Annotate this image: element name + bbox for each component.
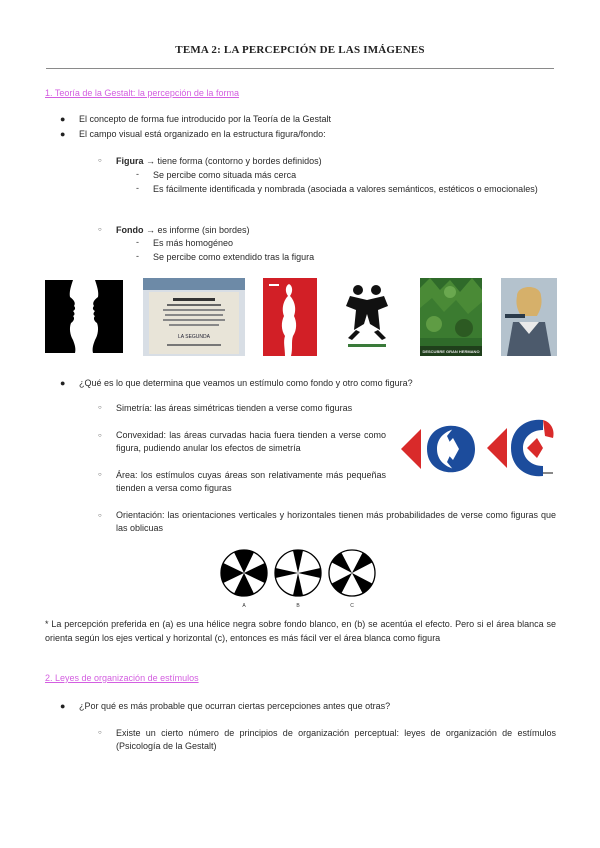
forest-poster-image — [420, 278, 482, 356]
circle-bullet: ○ — [98, 158, 102, 164]
carrefour-logo-left — [397, 418, 479, 480]
figura-line: Figura → tiene forma (contorno y bordes definidos) — [116, 156, 322, 166]
poster-card-caption: LA SEGUNDA — [178, 334, 210, 340]
dash-marker: - — [136, 237, 139, 247]
circle-bullet: ○ — [98, 730, 102, 736]
fondo-line: Fondo → es informe (sin bordes) — [116, 225, 250, 235]
bullet-dot: ● — [60, 378, 66, 388]
title-divider — [46, 68, 554, 69]
bullet-gestalt-concept: El concepto de forma fue introducido por la Teoría de la Gestalt — [79, 114, 331, 124]
circle-bullet: ○ — [98, 227, 102, 233]
red-figure-poster-image — [263, 278, 317, 356]
carrefour-logo-right — [485, 416, 555, 480]
figura-item-closer: Se percibe como situada más cerca — [153, 170, 297, 180]
dash-marker: - — [136, 169, 139, 179]
helix-a — [221, 550, 267, 596]
circle-bullet: ○ — [98, 405, 102, 411]
organization-principles: Existe un cierto número de principios de organización perceptual: leyes de organización de estímulos (Psicología de la Gestalt) — [116, 728, 556, 751]
bullet-dot: ● — [60, 701, 66, 711]
factor-area: Área: los estímulos cuyas áreas son relativamente más pequeñas tienden a versa como figuras — [116, 470, 386, 493]
forest-poster-caption: DESCUBRE GRAN HERMANO — [422, 349, 480, 354]
helix-figures-image — [217, 544, 379, 610]
bullet-dot: ● — [60, 114, 66, 124]
dancing-figures-image — [340, 280, 394, 354]
helix-note: * La percepción preferida en (a) es una hélice negra sobre fondo blanco, en (b) se acentúa el efecto. Pero si el área blanca se orienta según los ejes vertical y horizontal (c), entonces es más fácil ver el área blanca como figura — [45, 619, 556, 643]
dash-marker: - — [136, 251, 139, 261]
rubin-vase-faces-image — [45, 280, 123, 353]
fondo-item-extended: Se percibe como extendido tras la figura — [153, 252, 315, 262]
question-figure-ground: ¿Qué es lo que determina que veamos un estímulo como fondo y otro como figura? — [79, 378, 413, 388]
section-2-heading[interactable]: 2. Leyes de organización de estímulos — [45, 673, 199, 683]
woman-poster-image — [501, 278, 557, 356]
helix-label-b: B — [296, 603, 300, 609]
helix-c — [329, 550, 375, 596]
circle-bullet: ○ — [98, 513, 102, 519]
page-title: TEMA 2: LA PERCEPCIÓN DE LAS IMÁGENES — [175, 44, 425, 56]
factor-symmetry: Simetría: las áreas simétricas tienden a verse como figuras — [116, 403, 353, 413]
figura-item-identified: Es fácilmente identificada y nombrada (asociada a valores semánticos, estéticos o emocionales) — [153, 184, 538, 194]
section-1-heading[interactable]: 1. Teoría de la Gestalt: la percepción de la forma — [45, 88, 239, 98]
bullet-dot: ● — [60, 129, 66, 139]
fondo-item-homogeneous: Es más homogéneo — [153, 238, 234, 248]
helix-b — [275, 550, 321, 596]
factor-convexity: Convexidad: las áreas curvadas hacia fuera tienden a verse como figura, pudiendo anular los efectos de simetría — [116, 430, 386, 453]
helix-label-a: A — [242, 603, 246, 609]
dash-marker: - — [136, 183, 139, 193]
circle-bullet: ○ — [98, 472, 102, 478]
poster-card-image — [143, 278, 245, 356]
question-perceptions: ¿Por qué es más probable que ocurran ciertas percepciones antes que otras? — [79, 701, 391, 711]
circle-bullet: ○ — [98, 433, 102, 439]
bullet-visual-field: El campo visual está organizado en la estructura figura/fondo: — [79, 129, 326, 139]
helix-label-c: C — [350, 603, 354, 609]
factor-orientation: Orientación: las orientaciones verticales y horizontales tienen más probabilidades de verse como figuras que las oblicuas — [116, 510, 556, 533]
